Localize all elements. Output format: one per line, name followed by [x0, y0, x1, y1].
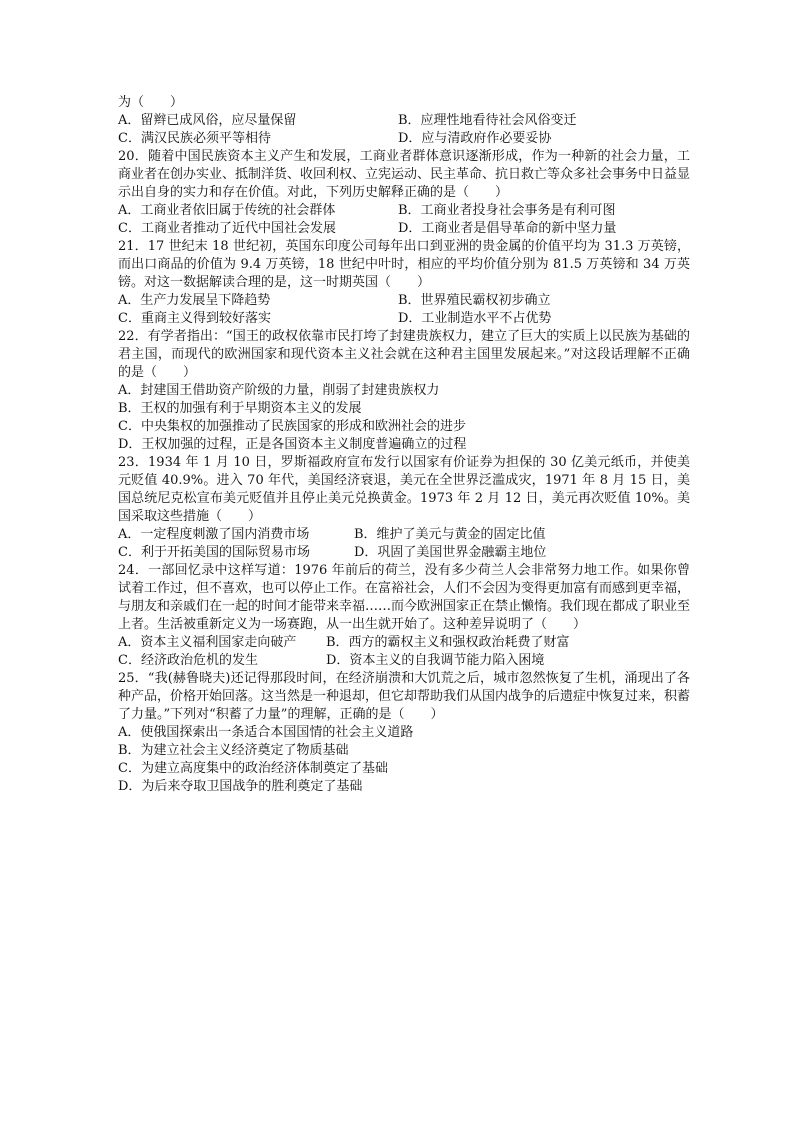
q20-option-c[interactable]: C．工商业者推动了近代中国社会发展	[118, 221, 336, 236]
q24-option-d[interactable]: D．资本主义的自我调节能力陷入困境	[326, 653, 545, 668]
q19-stem-tail: 为（ ）	[118, 95, 184, 110]
q20-option-a[interactable]: A．工商业者依旧属于传统的社会群体	[118, 203, 336, 218]
q22-stem: 22．有学者指出：“国王的政权依靠市民打垮了封建贵族权力，建立了巨大的实质上以民族为基础的君主国，而现代的欧洲国家和现代资本主义社会就在这种君主国里发展起来。”对这段话理解不正确的是（ ）	[118, 329, 690, 380]
q23-stem: 23．1934 年 1 月 10 日，罗斯福政府宣布发行以国家有价证券为担保的 30 亿美元纸币，并使美元贬值 40.9%。进入 70 年代，美国经济衰退，美元在全世界泛滥成灾，1971 年 8 月 15 日，美国总统尼克松宣布美元贬值并且停止美元兑换黄金。1973 年 2 月 12 日，美元再次贬值 10%。美国采取这些措施（ ）	[118, 455, 690, 524]
q24-option-c[interactable]: C．经济政治危机的发生	[118, 653, 258, 668]
q22-option-d[interactable]: D．王权加强的过程，正是各国资本主义制度普遍确立的过程	[118, 437, 467, 452]
q19-options-row1	[118, 112, 690, 130]
q24-option-a[interactable]: A．资本主义福利国家走向破产	[118, 635, 297, 650]
q21-options-row2	[118, 310, 690, 328]
q22-option-b[interactable]: B．王权的加强有利于早期资本主义的发展	[118, 401, 362, 416]
q25-option-d[interactable]: D．为后来夺取卫国战争的胜利奠定了基础	[118, 779, 363, 794]
exam-page	[118, 94, 690, 796]
q20-options-row2	[118, 220, 690, 238]
q25-option-c[interactable]: C．为建立高度集中的政治经济体制奠定了基础	[118, 761, 388, 776]
q21-option-c[interactable]: C．重商主义得到较好落实	[118, 311, 271, 326]
q23-option-d[interactable]: D．巩固了美国世界金融霸主地位	[354, 545, 547, 560]
q25-option-a[interactable]: A．使俄国探索出一条适合本国国情的社会主义道路	[118, 725, 414, 740]
q24-option-b[interactable]: B．西方的霸权主义和强权政治耗费了财富	[326, 635, 570, 650]
q21-option-a[interactable]: A．生产力发展呈下降趋势	[118, 293, 271, 308]
q24-stem: 24．一部回忆录中这样写道：1976 年前后的荷兰，没有多少荷兰人会非常努力地工作。如果你曾试着工作过，但不喜欢，也可以停止工作。在富裕社会，人们不会因为变得更加富有而感到更幸福，与朋友和亲戚们在一起的时间才能带来幸福……而今欧洲国家正在禁止懒惰。我们现在都成了职业至上者。生活被重新定义为一场赛跑，从一出生就开始了。这种差异说明了（ ）	[118, 563, 691, 632]
q19-option-a[interactable]: A．留辫已成风俗，应尽量保留	[118, 113, 297, 128]
q24-options-row1	[118, 634, 690, 652]
q23-option-a[interactable]: A．一定程度刺激了国内消费市场	[118, 527, 310, 542]
q22-option-a[interactable]: A．封建国王借助资产阶级的力量，削弱了封建贵族权力	[118, 383, 440, 398]
q19-option-b[interactable]: B．应理性地看待社会风俗变迁	[398, 113, 577, 128]
q22-option-c[interactable]: C．中央集权的加强推动了民族国家的形成和欧洲社会的进步	[118, 419, 466, 434]
q23-option-c[interactable]: C．利于开拓美国的国际贸易市场	[118, 545, 310, 560]
q21-option-b[interactable]: B．世界殖民霸权初步确立	[398, 293, 551, 308]
q20-option-d[interactable]: D．工商业者是倡导革命的新中坚力量	[398, 221, 617, 236]
q19-options-row2	[118, 130, 690, 148]
q21-options-row1	[118, 292, 690, 310]
q21-option-d[interactable]: D．工业制造水平不占优势	[398, 311, 552, 326]
q24-options-row2	[118, 652, 690, 670]
q25-stem: 25．“我(赫鲁晓夫)还记得那段时间，在经济崩溃和大饥荒之后，城市忽然恢复了生机，涌现出了各种产品，价格开始回落。这当然是一种退却，但它却帮助我们从国内战争的后遗症中恢复过来，积蓄了力量。”下列对“积蓄了力量”的理解，正确的是（ ）	[118, 671, 691, 722]
q20-stem: 20．随着中国民族资本主义产生和发展，工商业者群体意识逐渐形成，作为一种新的社会力量，工商业者在创办实业、抵制洋货、收回利权、立宪运动、民主革命、抗日救亡等众多社会事务中日益显示出自身的实力和存在价值。对此，下列历史解释正确的是（ ）	[118, 149, 691, 200]
q23-options-row2	[118, 544, 690, 562]
q23-options-row1	[118, 526, 690, 544]
q20-options-row1	[118, 202, 690, 220]
q19-option-d[interactable]: D．应与清政府作必要妥协	[398, 131, 552, 146]
q21-stem: 21．17 世纪末 18 世纪初，英国东印度公司每年出口到亚洲的贵金属的价值平均为 31.3 万英镑，而出口商品的价值为 9.4 万英镑，18 世纪中叶时，相应的平均价值分别为 81.5 万英镑和 34 万英镑。对这一数据解读合理的是，这一时期英国（ ）	[118, 239, 690, 290]
q23-option-b[interactable]: B．维护了美元与黄金的固定比值	[354, 527, 546, 542]
q19-option-c[interactable]: C．满汉民族必须平等相待	[118, 131, 271, 146]
q25-option-b[interactable]: B．为建立社会主义经济奠定了物质基础	[118, 743, 349, 758]
q20-option-b[interactable]: B．工商业者投身社会事务是有利可图	[398, 203, 616, 218]
